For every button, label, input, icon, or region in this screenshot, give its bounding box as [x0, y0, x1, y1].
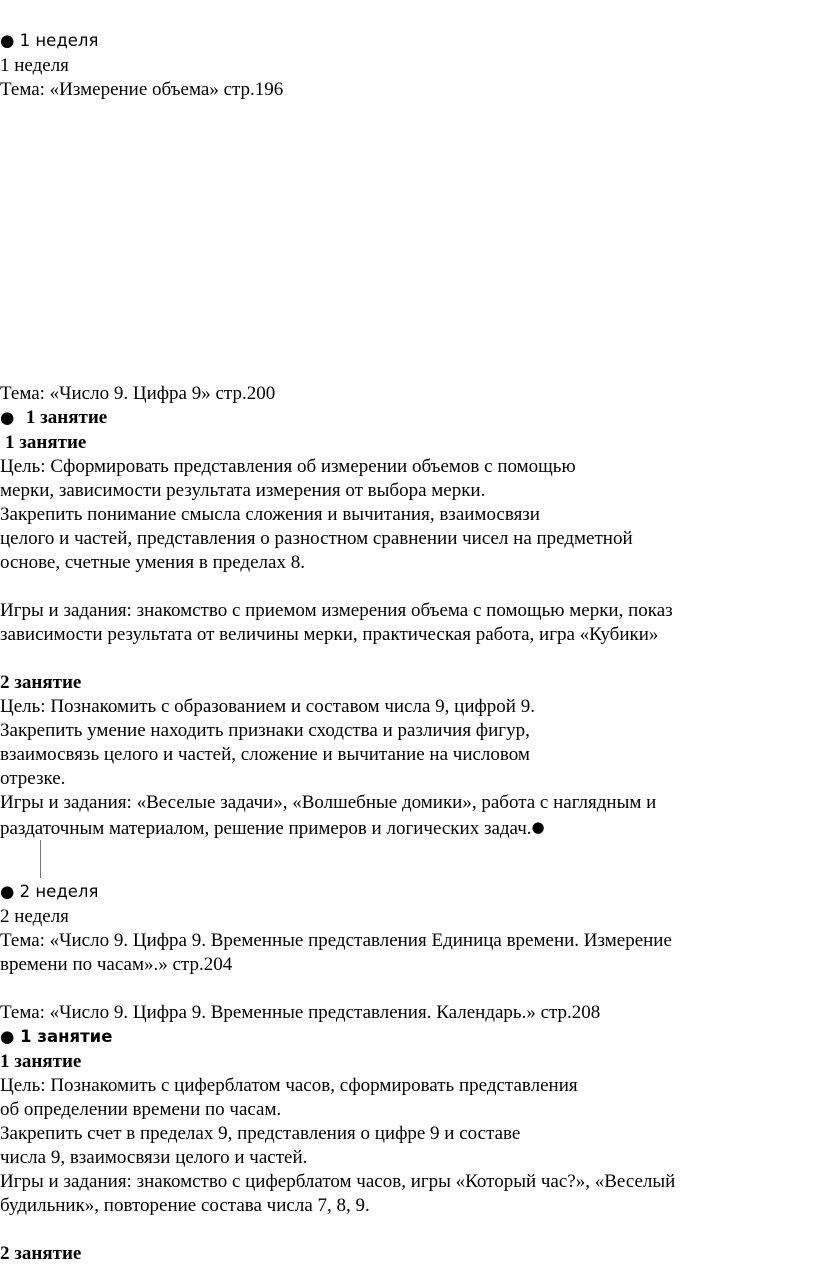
week1-lesson1-games-line: Игры и задания: знакомство с приемом измерения объема с помощью мерки, показ — [0, 600, 673, 621]
week1-lesson1-heading: 1 занятие — [5, 432, 87, 453]
week1-lesson2-goal-line: отрезке. — [0, 768, 66, 789]
week1-topic1: Тема: «Измерение объема» стр.196 — [0, 79, 284, 100]
week1-lesson1-goal-line: основе, счетные умения в пределах 8. — [0, 552, 305, 573]
week2-topic1-line: времени по часам».» стр.204 — [0, 954, 233, 975]
week2-lesson1-games-line: Игры и задания: знакомство с циферблатом часов, игры «Который час?», «Веселый — [0, 1171, 676, 1192]
week2-lesson1-goal-line: Цель: Познакомить с циферблатом часов, сформировать представления — [0, 1075, 578, 1096]
week2-lesson1-goal-line: числа 9, взаимосвязи целого и частей. — [0, 1147, 308, 1168]
bullet-icon: ● — [0, 408, 15, 427]
week1-lesson2-games-line: раздаточным материалом, решение примеров и логических задач.● — [0, 818, 545, 839]
week1-lesson2-games-line: Игры и задания: «Веселые задачи», «Волшебные домики», работа с наглядным и — [0, 792, 657, 813]
week2-heading: 2 неделя — [0, 906, 69, 927]
week1-heading: 1 неделя — [0, 55, 69, 76]
bullet-icon: ● — [0, 1027, 15, 1046]
week2-lesson1-heading: 1 занятие — [0, 1051, 82, 1072]
week2-lesson1-goal-line: Закрепить счет в пределах 9, представления о цифре 9 и составе — [0, 1123, 521, 1144]
week2-topic1-line: Тема: «Число 9. Цифра 9. Временные представления Единица времени. Измерение — [0, 930, 672, 951]
week1-lesson1-bullet-heading: ● 1 занятие — [0, 407, 108, 428]
bullet-icon: ● — [0, 882, 15, 901]
week2-lesson1-games-line: будильник», повторение состава числа 7, 8, 9. — [0, 1195, 370, 1216]
divider-line — [40, 840, 41, 878]
week1-lesson1-goal-line: Цель: Сформировать представления об измерении объемов с помощью — [0, 456, 576, 477]
week2-lesson1-bullet-heading: ● 1 занятие — [0, 1027, 113, 1046]
week1-lesson1-games-line: зависимости результата от величины мерки, практическая работа, игра «Кубики» — [0, 624, 659, 645]
week1-lesson2-heading: 2 занятие — [0, 672, 82, 693]
week1-lesson2-goal-line: взаимосвязь целого и частей, сложение и вычитание на числовом — [0, 744, 530, 765]
week1-lesson1-goal-line: Закрепить понимание смысла сложения и вычитания, взаимосвязи — [0, 504, 540, 525]
week1-topic2: Тема: «Число 9. Цифра 9» стр.200 — [0, 383, 276, 404]
bullet-icon: ● — [531, 818, 545, 836]
week1-lesson1-goal-line: мерки, зависимости результата измерения от выбора мерки. — [0, 480, 486, 501]
bullet-icon: ● — [0, 31, 15, 50]
week2-bullet-heading: ● 2 неделя — [0, 882, 99, 901]
week1-lesson2-goal-line: Закрепить умение находить признаки сходства и различия фигур, — [0, 720, 530, 741]
week1-bullet-heading: ● 1 неделя — [0, 31, 99, 50]
week2-lesson2-heading: 2 занятие — [0, 1243, 82, 1264]
week2-lesson1-goal-line: об определении времени по часам. — [0, 1099, 282, 1120]
week1-lesson2-goal-line: Цель: Познакомить с образованием и составом числа 9, цифрой 9. — [0, 696, 535, 717]
week2-topic2: Тема: «Число 9. Цифра 9. Временные представления. Календарь.» стр.208 — [0, 1002, 601, 1023]
week1-lesson1-goal-line: целого и частей, представления о разностном сравнении чисел на предметной — [0, 528, 633, 549]
